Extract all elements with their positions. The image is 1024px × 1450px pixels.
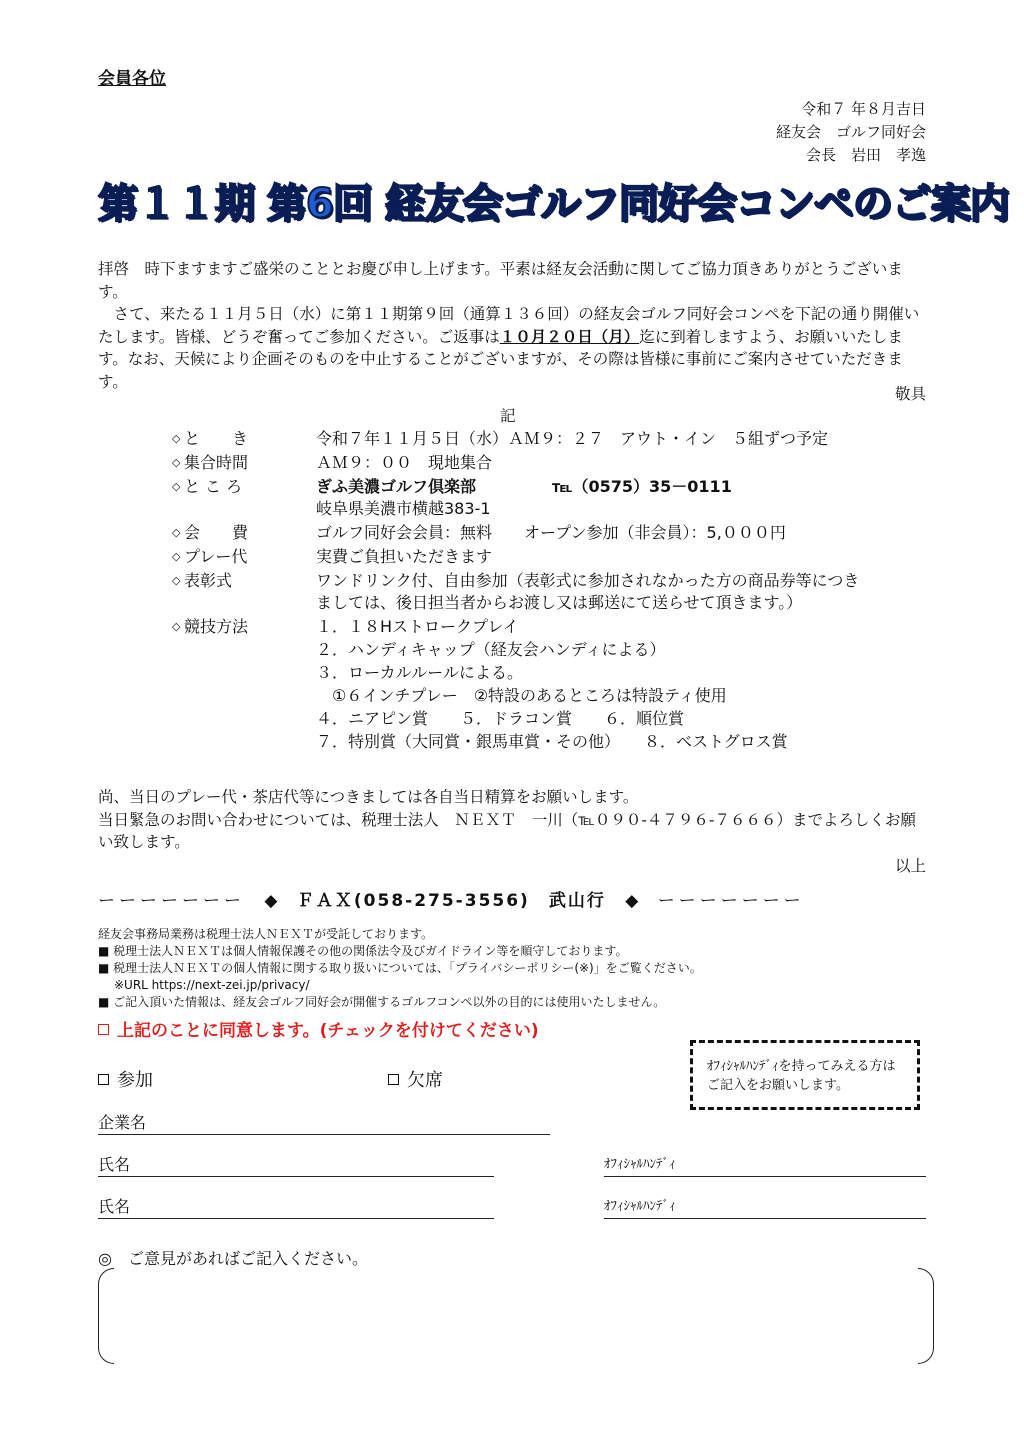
fax-number: ＦＡＸ(058-275-3556) 武山行	[296, 891, 606, 911]
rule-item: ２．ハンディキャップ（経友会ハンディによる）	[316, 640, 666, 659]
checkbox-icon[interactable]	[98, 1074, 109, 1085]
checkbox-icon[interactable]	[388, 1074, 399, 1085]
handicap-field-1[interactable]	[604, 1154, 926, 1177]
name-label: 氏名	[98, 1197, 131, 1216]
detail-value: ワンドリンク付、自由参加（表彰式に参加されなかった方の商品券等につき	[316, 571, 860, 590]
sender-name: 会長 岩田 孝逸	[805, 146, 926, 164]
privacy-line: ■ ご記入頂いた情報は、経友会ゴルフ同好会が開催するゴルフコンペ以外の目的には使用いたしません。	[98, 995, 666, 1009]
rule-item: ①６インチプレー ②特設のあるところは特設ティ使用	[316, 686, 727, 705]
diamond-icon: ◆	[625, 891, 639, 911]
rule-item: ７．特別賞（大同賞・銀馬車賞・その他） ８．ベストグロス賞	[316, 732, 788, 751]
dash-left: ーーーーーーー	[98, 891, 245, 911]
closing-keigu: 敬具	[894, 385, 926, 403]
handicap-label: ｵﾌｨｼｬﾙﾊﾝﾃﾞｨ	[604, 1157, 676, 1172]
name-field-2[interactable]	[98, 1196, 494, 1219]
detail-label: ◇ 会 費	[172, 522, 312, 544]
detail-label: ◇ と き	[172, 428, 312, 450]
opinion-input-area[interactable]	[118, 1270, 914, 1362]
attend-yes-checkbox[interactable]	[98, 1066, 153, 1092]
greeting-paragraph: 拝啓 時下ますますご盛栄のこととお慶び申し上げます。平素は経友会活動に関してご協力頂きありがとうございます。	[98, 260, 903, 301]
reply-deadline: １０月２０日（月）	[499, 327, 640, 346]
consent-checkbox[interactable]	[98, 1016, 539, 1041]
detail-label: ◇ 表彰式	[172, 570, 312, 592]
detail-value: ゴルフ同好会会員：無料 オープン参加（非会員）：5,０００円	[316, 523, 786, 542]
privacy-notice	[98, 926, 926, 1011]
attend-no-checkbox[interactable]	[388, 1066, 443, 1092]
closing-ijo: 以上	[894, 857, 926, 875]
venue-name: ぎふ美濃ゴルフ倶楽部	[316, 477, 477, 496]
attend-no-label: 欠席	[407, 1070, 443, 1091]
settlement-note: 尚、当日のプレー代・茶店代等につきましては各自当日精算をお願いします。	[98, 788, 639, 806]
company-name-field[interactable]	[98, 1112, 550, 1135]
name-label: 氏名	[98, 1155, 131, 1174]
official-handicap-note: ｵﾌｨｼｬﾙﾊﾝﾃﾞｨを持ってみえる方はご記入をお願いします。	[690, 1040, 920, 1110]
rule-item: ４．ニアピン賞 ５．ドラコン賞 ６．順位賞	[316, 709, 685, 728]
ki-heading: 記	[500, 407, 516, 425]
issue-date: 令和７ 年８月吉日	[801, 100, 926, 118]
name-field-1[interactable]	[98, 1154, 494, 1177]
rule-item: ３．ローカルルールによる。	[316, 663, 523, 682]
contact-note: 当日緊急のお問い合わせについては、税理士法人 ＮＥＸＴ 一川（℡０９０-４７９６-７６６６）までよろしくお願い致します。	[98, 810, 917, 851]
consent-label: 上記のことに同意します。(チェックを付けてください)	[117, 1021, 539, 1041]
venue-address: 岐阜県美濃市横越383-1	[316, 499, 491, 518]
detail-label: ◇ 集合時間	[172, 452, 312, 474]
salutation: 会員各位	[98, 69, 166, 89]
detail-value: 実費ご負担いただきます	[316, 547, 493, 566]
diamond-icon: ◆	[264, 891, 278, 911]
attend-yes-label: 参加	[117, 1070, 153, 1091]
privacy-url[interactable]: ※URL https://next-zei.jp/privacy/	[114, 978, 310, 992]
detail-value: 令和７年１１月５日（水）ＡＭ９：２７ アウト・イン ５組ずつ予定	[316, 429, 829, 448]
detail-label: ◇ プレー代	[172, 546, 312, 568]
detail-label: ◇ と こ ろ	[172, 476, 312, 498]
page-title: 第１１期 第6回 経友会ゴルフ同好会コンペのご案内	[98, 181, 1009, 227]
dash-right: ーーーーーーー	[657, 891, 805, 911]
notes	[98, 786, 926, 854]
privacy-line: ■ 税理士法人ＮＥＸＴの個人情報に関する取り扱いについては、「プライバシーポリシー(※)」をご覧ください。	[98, 961, 702, 975]
opinion-prompt: ◎ ご意見があればご記入ください。	[98, 1249, 368, 1268]
handicap-field-2[interactable]	[604, 1196, 926, 1219]
detail-label: ◇ 競技方法	[172, 616, 312, 638]
venue-tel: ℡（0575）35－0111	[552, 477, 732, 496]
detail-value: ＡＭ９：００ 現地集合	[316, 453, 493, 472]
privacy-line: 経友会事務局業務は税理士法人ＮＥＸＴが受託しております。	[98, 927, 434, 941]
opinion-box-left-bracket	[98, 1268, 114, 1364]
invitation-paragraph: さて、来たる１１月５日（水）に第１１期第９回（通算１３６回）の経友会ゴルフ同好会コンペを下記の通り開催いたします。皆様、どうぞ奮ってご参加ください。ご返事は１０月２０日（月）迄に到着しますよう、お願いいたします。なお、天候により企画そのものを中止することがございますが、その際は皆様に事前にご案内させていただきます。	[98, 305, 920, 391]
sender-org: 経友会 ゴルフ同好会	[775, 123, 926, 141]
company-label: 企業名	[98, 1113, 147, 1132]
fax-line	[98, 888, 926, 914]
intro-text	[98, 258, 926, 393]
rule-item: １．１８Hストロークプレイ	[316, 617, 519, 636]
handicap-label: ｵﾌｨｼｬﾙﾊﾝﾃﾞｨ	[604, 1199, 676, 1214]
detail-value: ましては、後日担当者からお渡し又は郵送にて送らせて頂きます。）	[316, 593, 803, 612]
checkbox-icon[interactable]	[98, 1024, 109, 1035]
sender-block	[776, 98, 926, 167]
privacy-line: ■ 税理士法人ＮＥＸＴは個人情報保護その他の関係法令及びガイドライン等を順守しております。	[98, 944, 628, 958]
opinion-box-right-bracket	[918, 1268, 934, 1364]
